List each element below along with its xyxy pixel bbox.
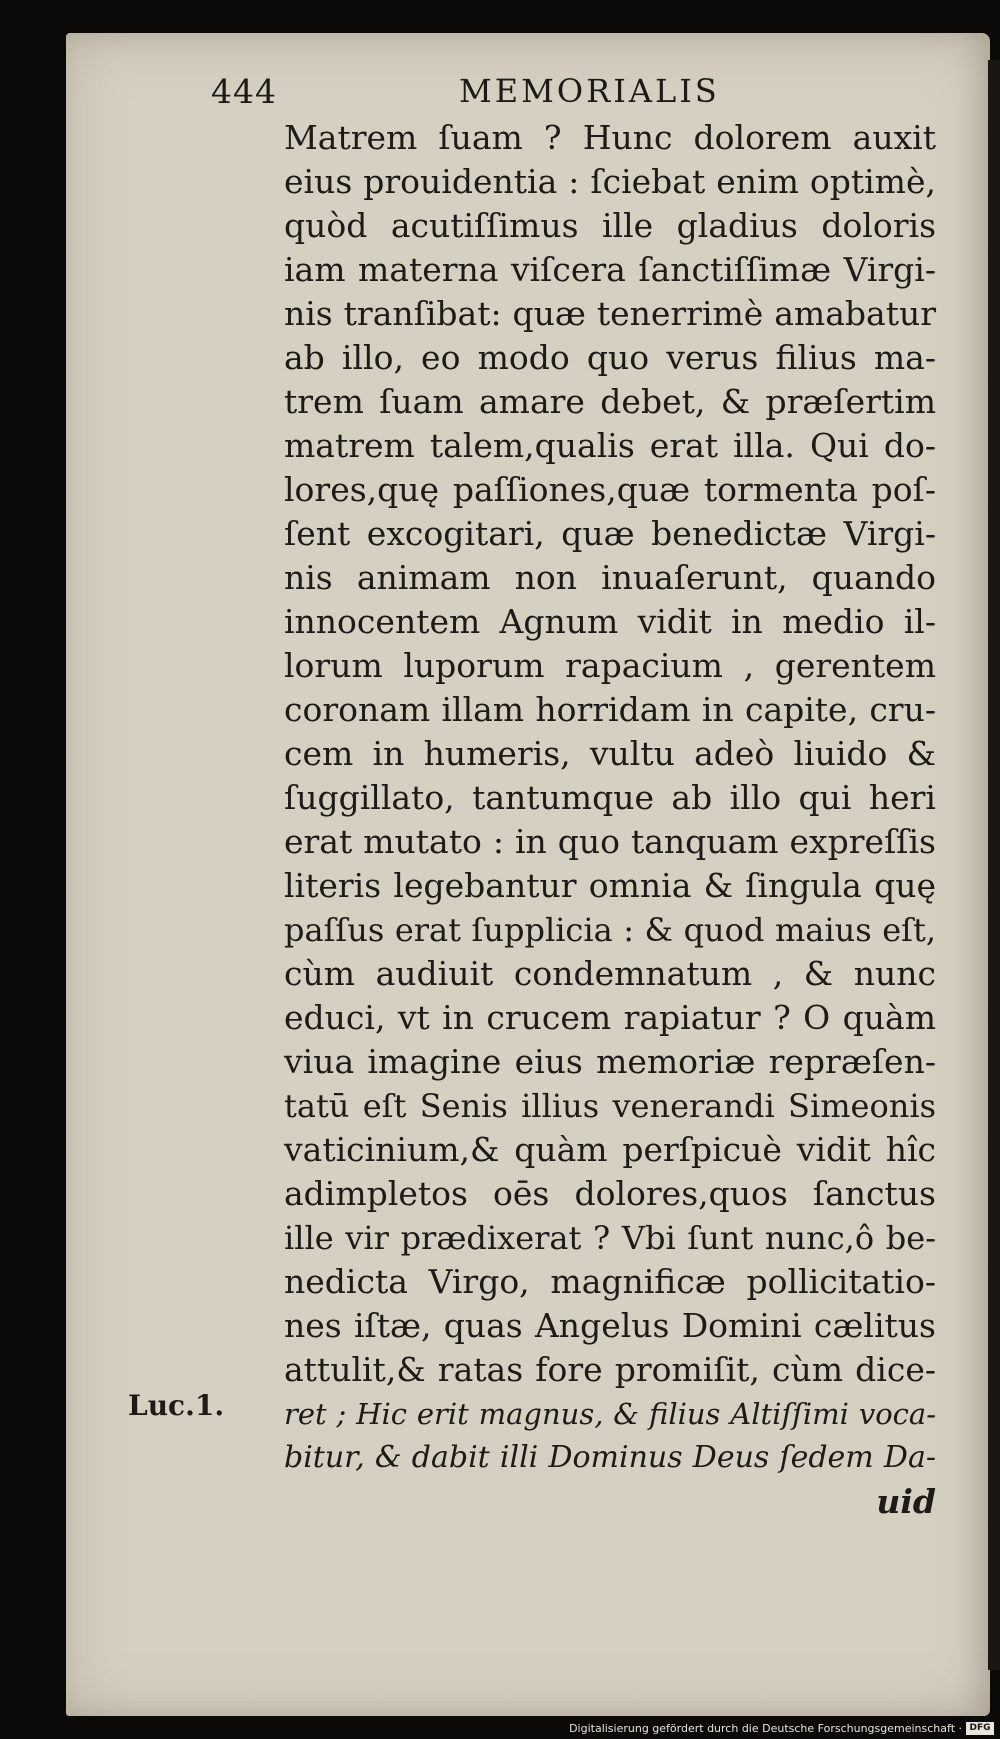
text-line: nedicta Virgo, magnificæ pollicitatio- (284, 1262, 936, 1301)
text-line: Matrem ſuam ? Hunc dolorem auxit (284, 118, 936, 157)
text-line: innocentem Agnum vidit in medio il- (284, 602, 936, 641)
text-line: lores,quę paſſiones,quæ tormenta poſ- (284, 470, 936, 509)
page-number: 444 (211, 72, 277, 111)
text-line: ille vir prædixerat ? Vbi ſunt nunc,ô be- (284, 1219, 936, 1257)
text-line: cùm audiuit condemnatum , & nunc (284, 954, 936, 993)
text-line: paſſus erat ſupplicia : & quod maius eſt, (284, 911, 936, 949)
text-line: ab illo, eo modo quo verus filius ma- (284, 338, 936, 377)
text-line: ret ; Hic erit magnus, & filius Altiſſimi voca- (284, 1397, 936, 1431)
text-line: nes iſtæ, quas Angelus Domini cælitus (284, 1306, 936, 1345)
running-title: MEMORIALIS (459, 72, 720, 110)
text-line: literis legebantur omnia & ſingula quę (284, 866, 936, 905)
text-line: vaticinium,& quàm perſpicuè vidit hîc (284, 1130, 936, 1169)
text-line: erat mutato : in quo tanquam expreſſis (284, 822, 936, 861)
footer-credit: Digitalisierung gefördert durch die Deutsche Forschungsgemeinschaft · (569, 1722, 962, 1735)
text-line: ſuggillato, tantumque ab illo qui heri (284, 778, 936, 817)
text-line: matrem talem,qualis erat illa. Qui do- (284, 426, 936, 465)
text-line: attulit,& ratas fore promiſit, cùm dice- (284, 1350, 936, 1389)
footer-bar (0, 1719, 1000, 1739)
text-line: tatū eſt Senis illius venerandi Simeonis (284, 1087, 936, 1125)
text-line: nis tranſibat: quæ tenerrimè amabatur (284, 294, 936, 333)
running-head (211, 72, 931, 118)
text-line: bitur, & dabit illi Dominus Deus ſedem Da- (284, 1440, 936, 1475)
text-line: cem in humeris, vultu adeò liuido & (284, 734, 936, 773)
margin-note: Luc.1. (128, 1389, 225, 1422)
text-line: eius prouidentia : ſciebat enim optimè, (284, 162, 936, 201)
text-line: coronam illam horridam in capite, cru- (284, 690, 936, 729)
text-line: lorum luporum rapacium , gerentem (284, 646, 936, 685)
body-text (284, 116, 936, 1524)
catchword: uid (876, 1482, 936, 1521)
text-line: quòd acutiſſimus ille gladius doloris (284, 206, 936, 245)
dfg-logo: DFG (966, 1722, 994, 1735)
page-edge (988, 60, 1000, 1670)
text-line: ſent excogitari, quæ benedictæ Virgi- (284, 514, 936, 553)
text-line: viua imagine eius memoriæ repræſen- (284, 1042, 936, 1081)
text-line: educi, vt in crucem rapiatur ? O quàm (284, 998, 936, 1037)
text-line: nis animam non inuaſerunt, quando (284, 558, 936, 597)
text-line: iam materna viſcera ſanctiſſimæ Virgi- (284, 250, 936, 289)
text-line: adimpletos oēs dolores,quos ſanctus (284, 1174, 936, 1213)
text-line: trem ſuam amare debet, & præſertim (284, 382, 936, 421)
